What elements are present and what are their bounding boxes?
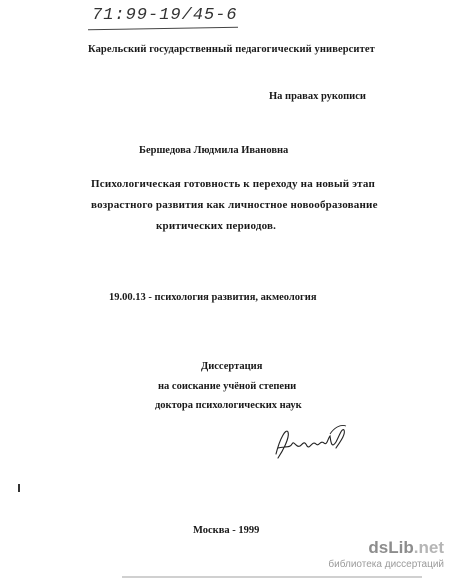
- watermark-tagline: библиотека диссертаций: [328, 559, 444, 570]
- degree-line: на соискание учёной степени: [158, 381, 297, 392]
- author-name: Бершедова Людмила Ивановна: [139, 145, 289, 156]
- watermark: [328, 538, 444, 572]
- watermark-logo: [328, 538, 444, 558]
- degree-name: доктора психологических наук: [155, 400, 302, 411]
- specialty-code: 19.00.13 - психология развития, акмеология: [109, 292, 317, 303]
- rights-note: На правах рукописи: [269, 91, 366, 102]
- archive-code-handwritten: 71:99-19/45-6: [92, 6, 238, 25]
- scan-edge: [122, 576, 422, 578]
- city-year: Москва - 1999: [193, 525, 260, 536]
- watermark-logo-main: dsLib: [368, 538, 414, 557]
- watermark-logo-suffix: .net: [413, 538, 444, 557]
- margin-mark: [18, 484, 20, 492]
- thesis-title-line-2: возрастного развития как личностное новообразование: [91, 199, 378, 211]
- handwritten-signature: [270, 418, 350, 466]
- thesis-title-line-1: Психологическая готовность к переходу на новый этап: [91, 178, 376, 190]
- university-name: Карельский государственный педагогический университет: [88, 44, 375, 55]
- archive-code-underline: [88, 27, 238, 31]
- dissertation-label: Диссертация: [201, 361, 263, 372]
- thesis-title-line-3: критических периодов.: [156, 220, 277, 232]
